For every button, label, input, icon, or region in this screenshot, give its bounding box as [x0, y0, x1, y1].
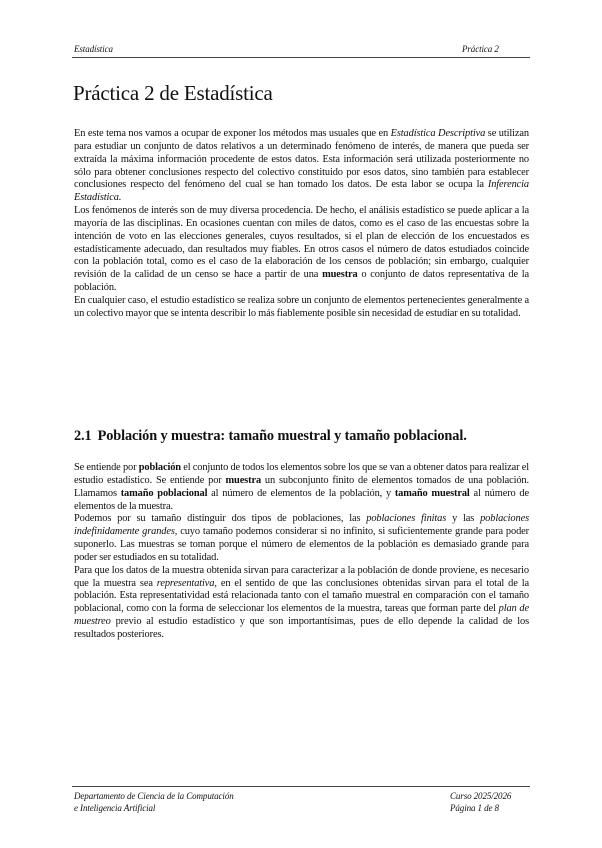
- italic-term: Inferencia Estadística.: [74, 179, 529, 204]
- italic-term: plan de muestreo: [74, 603, 529, 628]
- text-run: cuyo tamaño podemos considerar si no infinito, si suficientemente grande para poder suponerlo. Las muestras se toman porque el número de elementos de la población es demasiado grande para poder ser estudiados en su totalidad.: [74, 526, 529, 563]
- text-run: Los fenómenos de interés son de muy diversa procedencia. De hecho, el análisis estadístico se puede aplicar a la mayoría de las disciplinas. En ocasiones cuentan con miles de datos, como es el caso de las encuestas sobre la intención de voto en las elecciones generales, cuyos resultados, si el plan de elección de los encuestados es estadísticamente adecuado, dan resultados muy fiables. En otros casos el número de datos estudiados coincide con la población total, como es el caso de la elaboración de los censos de población; sin embargo, cualquier revisión de la calidad de un censo se hace a partir de una: [74, 205, 529, 281]
- footer-left: [74, 790, 234, 814]
- section-block: [74, 462, 529, 642]
- text-run: un subconjunto finito de elementos tomados de una población. Llamamos: [74, 474, 529, 499]
- footer-department-line2: e Inteligencia Artificial: [74, 803, 156, 813]
- bold-term: población: [138, 462, 181, 473]
- header-left-text: Estadística: [74, 44, 113, 54]
- section-heading: [74, 428, 467, 445]
- footer-page-number: Página 1 de 8: [450, 803, 499, 813]
- text-run: Podemos por su tamaño distinguir dos tipos de poblaciones, las: [74, 513, 367, 525]
- bold-term: muestra: [322, 269, 358, 281]
- text-run: y las: [446, 513, 481, 525]
- intro-block: [74, 128, 529, 321]
- section-title-text: Población y muestra: tamaño muestral y tamaño poblacional.: [97, 428, 467, 444]
- header-right-text: Práctica 2: [462, 44, 499, 54]
- text-run: previo al estudio estadístico y que son importantísimas, pues de ello depende la calidad de los resultados posteriores.: [74, 616, 529, 640]
- footer-right: [450, 790, 511, 814]
- section-paragraph-2: [74, 513, 529, 564]
- text-run: En este tema nos vamos a ocupar de exponer los métodos mas usuales que en: [74, 128, 391, 139]
- text-run: el conjunto de todos los elementos sobre los que se van a obtener datos para realizar el estudio estadístico. Se entiende por: [74, 462, 529, 486]
- text-run: al número de elementos de la muestra.: [74, 487, 529, 512]
- text-run: o conjunto de datos representativa de la población.: [74, 269, 529, 294]
- footer-course: Curso 2025/2026: [450, 791, 512, 801]
- text-run: en el sentido de que las conclusiones obtenidas sirvan para el total de la población. Esta representatividad está relacionada tanto con el tamaño muestral en comparación con el tamaño poblacional, como con la forma de seleccionar los elementos de la muestra, tareas que forman parte del: [74, 577, 529, 615]
- intro-paragraph-1: [74, 128, 529, 205]
- header-rule: [72, 57, 530, 58]
- page-title: Práctica 2 de Estadística: [73, 81, 273, 105]
- italic-term: poblaciones finitas: [366, 513, 447, 525]
- text-run: se utilizan para estudiar un conjunto de datos relativos a un determinado fenómeno de interés, de manera que pueda ser extraída la máxima información procedente de estos datos. Esta información será utilizada posteriormente no sólo para obtener conclusiones respecto del colectivo constituido por esos datos, sino también para establecer conclusiones respecto del fenómeno del cual se han tomado los datos. De esta labor se ocupa la: [74, 128, 529, 191]
- intro-paragraph-3: [74, 295, 529, 321]
- text-run: En cualquier caso, el estudio estadístico se realiza sobre un conjunto de elementos pertenecientes generalmente a un colectivo mayor que se intenta describir lo más fiablemente posible sin necesidad de estudiar en su totalidad.: [74, 294, 529, 319]
- italic-term: Estadística Descriptiva: [390, 128, 486, 139]
- footer-rule: [72, 786, 530, 787]
- italic-term: poblaciones indefinidamente grandes,: [74, 513, 529, 538]
- section-paragraph-3: [74, 565, 529, 642]
- bold-term: tamaño poblacional: [120, 487, 208, 499]
- footer-department: Departamento de Ciencia de la Computación: [74, 791, 234, 801]
- text-run: al número de elementos de la población, y: [207, 487, 395, 499]
- section-paragraph-1: [74, 462, 529, 513]
- intro-paragraph-2: [74, 205, 529, 295]
- bold-term: muestra: [225, 474, 262, 486]
- text-run: Se entiende por: [74, 462, 139, 473]
- italic-term: representativa,: [156, 577, 217, 589]
- bold-term: tamaño muestral: [394, 487, 470, 499]
- text-run: Para que los datos de la muestra obtenida sirvan para caracterizar a la población de donde proviene, es necesario que la muestra sea: [74, 564, 529, 589]
- section-number: 2.1: [74, 428, 92, 444]
